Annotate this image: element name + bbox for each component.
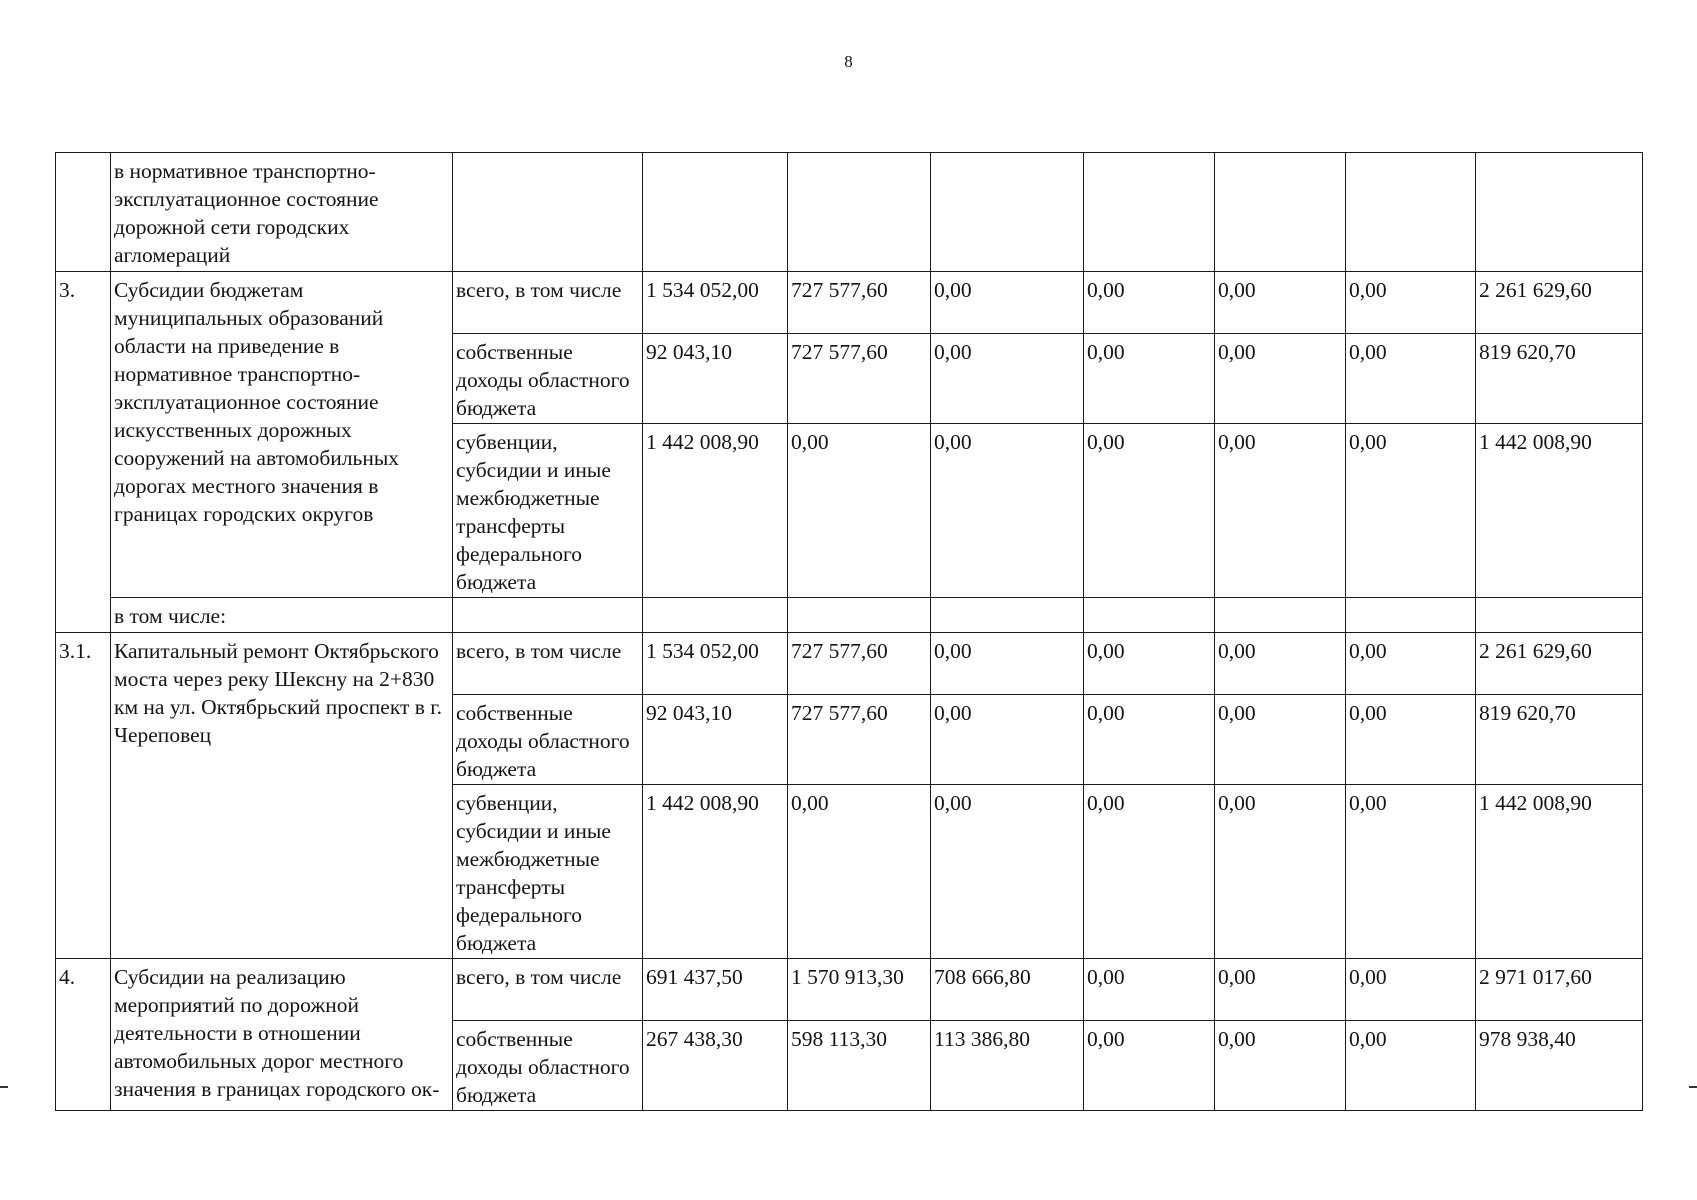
empty-cell [643, 598, 788, 633]
value-cell: 0,00 [1346, 334, 1476, 424]
row-number-cell [56, 153, 111, 272]
empty-cell [1084, 598, 1215, 633]
empty-cell [931, 598, 1084, 633]
value-cell: 2 261 629,60 [1476, 272, 1643, 334]
value-cell [931, 153, 1084, 272]
value-cell: 0,00 [1215, 272, 1346, 334]
value-cell: 0,00 [1215, 959, 1346, 1021]
subheader-label-cell: в том числе: [111, 598, 453, 633]
scan-edge-mark [0, 1086, 8, 1088]
value-cell: 0,00 [931, 334, 1084, 424]
value-cell: 708 666,80 [931, 959, 1084, 1021]
value-cell: 92 043,10 [643, 695, 788, 785]
value-cell: 92 043,10 [643, 334, 788, 424]
value-cell: 691 437,50 [643, 959, 788, 1021]
scan-edge-mark [1689, 1086, 1697, 1088]
empty-cell [453, 598, 643, 633]
value-cell: 0,00 [1346, 272, 1476, 334]
value-cell: 1 442 008,90 [1476, 424, 1643, 598]
value-cell: 0,00 [1346, 959, 1476, 1021]
value-cell: 267 438,30 [643, 1021, 788, 1111]
value-cell: 1 442 008,90 [1476, 785, 1643, 959]
source-cell: всего, в том числе [453, 633, 643, 695]
value-cell: 0,00 [1215, 695, 1346, 785]
table-row [56, 633, 1643, 695]
value-cell: 2 971 017,60 [1476, 959, 1643, 1021]
table-row [56, 959, 1643, 1021]
value-cell: 0,00 [931, 424, 1084, 598]
value-cell: 1 534 052,00 [643, 272, 788, 334]
table-row [56, 272, 1643, 334]
value-cell: 0,00 [1084, 959, 1215, 1021]
subheader-row [56, 598, 1643, 633]
empty-cell [1346, 598, 1476, 633]
table-body [56, 153, 1643, 1111]
value-cell: 2 261 629,60 [1476, 633, 1643, 695]
empty-cell [788, 598, 931, 633]
value-cell: 727 577,60 [788, 633, 931, 695]
value-cell: 819 620,70 [1476, 334, 1643, 424]
source-cell: субвенции, субсидии и иные межбюджетные трансферты федерального бюджета [453, 424, 643, 598]
value-cell: 0,00 [931, 272, 1084, 334]
measure-name-cell: Капитальный ремонт Октябрьского моста через реку Шексну на 2+830 км на ул. Октябрьский проспект в г. Череповец [111, 633, 453, 959]
value-cell: 1 442 008,90 [643, 785, 788, 959]
value-cell: 0,00 [1084, 633, 1215, 695]
value-cell: 727 577,60 [788, 695, 931, 785]
value-cell: 0,00 [1215, 785, 1346, 959]
value-cell: 0,00 [1215, 633, 1346, 695]
source-cell: собственные доходы областного бюджета [453, 695, 643, 785]
value-cell: 727 577,60 [788, 272, 931, 334]
value-cell [643, 153, 788, 272]
value-cell [1346, 153, 1476, 272]
value-cell [788, 153, 931, 272]
value-cell: 0,00 [1084, 272, 1215, 334]
measure-name-cell: Субсидии бюджетам муниципальных образований области на приведение в нормативное транспортно-эксплуатационное состояние искусственных дорожных сооружений на автомобильных дорогах местного значения в границах городских округов [111, 272, 453, 598]
budget-table [55, 152, 1643, 1111]
source-cell: собственные доходы областного бюджета [453, 1021, 643, 1111]
value-cell: 0,00 [1215, 1021, 1346, 1111]
value-cell: 0,00 [1346, 695, 1476, 785]
empty-cell [1215, 598, 1346, 633]
value-cell: 0,00 [788, 424, 931, 598]
value-cell: 1 534 052,00 [643, 633, 788, 695]
value-cell: 0,00 [931, 785, 1084, 959]
value-cell: 0,00 [1346, 1021, 1476, 1111]
value-cell: 0,00 [1346, 633, 1476, 695]
value-cell [1215, 153, 1346, 272]
value-cell: 598 113,30 [788, 1021, 931, 1111]
value-cell: 819 620,70 [1476, 695, 1643, 785]
value-cell: 0,00 [1346, 785, 1476, 959]
source-cell: всего, в том числе [453, 959, 643, 1021]
value-cell: 1 570 913,30 [788, 959, 931, 1021]
empty-cell [1476, 598, 1643, 633]
value-cell: 0,00 [788, 785, 931, 959]
value-cell: 0,00 [1215, 424, 1346, 598]
value-cell: 0,00 [1346, 424, 1476, 598]
source-cell: субвенции, субсидии и иные межбюджетные трансферты федерального бюджета [453, 785, 643, 959]
value-cell [1084, 153, 1215, 272]
value-cell: 113 386,80 [931, 1021, 1084, 1111]
measure-name-cell: Субсидии на реализацию мероприятий по дорожной деятельности в отношении автомобильных дорог местного значения в границах городского ок- [111, 959, 453, 1111]
value-cell: 0,00 [1084, 785, 1215, 959]
value-cell: 0,00 [1084, 1021, 1215, 1111]
value-cell: 727 577,60 [788, 334, 931, 424]
value-cell [1476, 153, 1643, 272]
value-cell: 0,00 [1084, 334, 1215, 424]
continuation-row [56, 153, 1643, 272]
row-number-cell: 3. [56, 272, 111, 633]
row-number-cell: 4. [56, 959, 111, 1111]
source-cell: собственные доходы областного бюджета [453, 334, 643, 424]
page-number: 8 [844, 52, 853, 71]
value-cell: 0,00 [931, 633, 1084, 695]
source-cell: всего, в том числе [453, 272, 643, 334]
value-cell: 0,00 [1084, 695, 1215, 785]
value-cell: 0,00 [1215, 334, 1346, 424]
measure-name-cell: в нормативное транспортно-эксплуатационное состояние дорожной сети городских агломераций [111, 153, 453, 272]
value-cell: 0,00 [931, 695, 1084, 785]
value-cell: 1 442 008,90 [643, 424, 788, 598]
row-number-cell: 3.1. [56, 633, 111, 959]
source-cell [453, 153, 643, 272]
value-cell: 0,00 [1084, 424, 1215, 598]
value-cell: 978 938,40 [1476, 1021, 1643, 1111]
